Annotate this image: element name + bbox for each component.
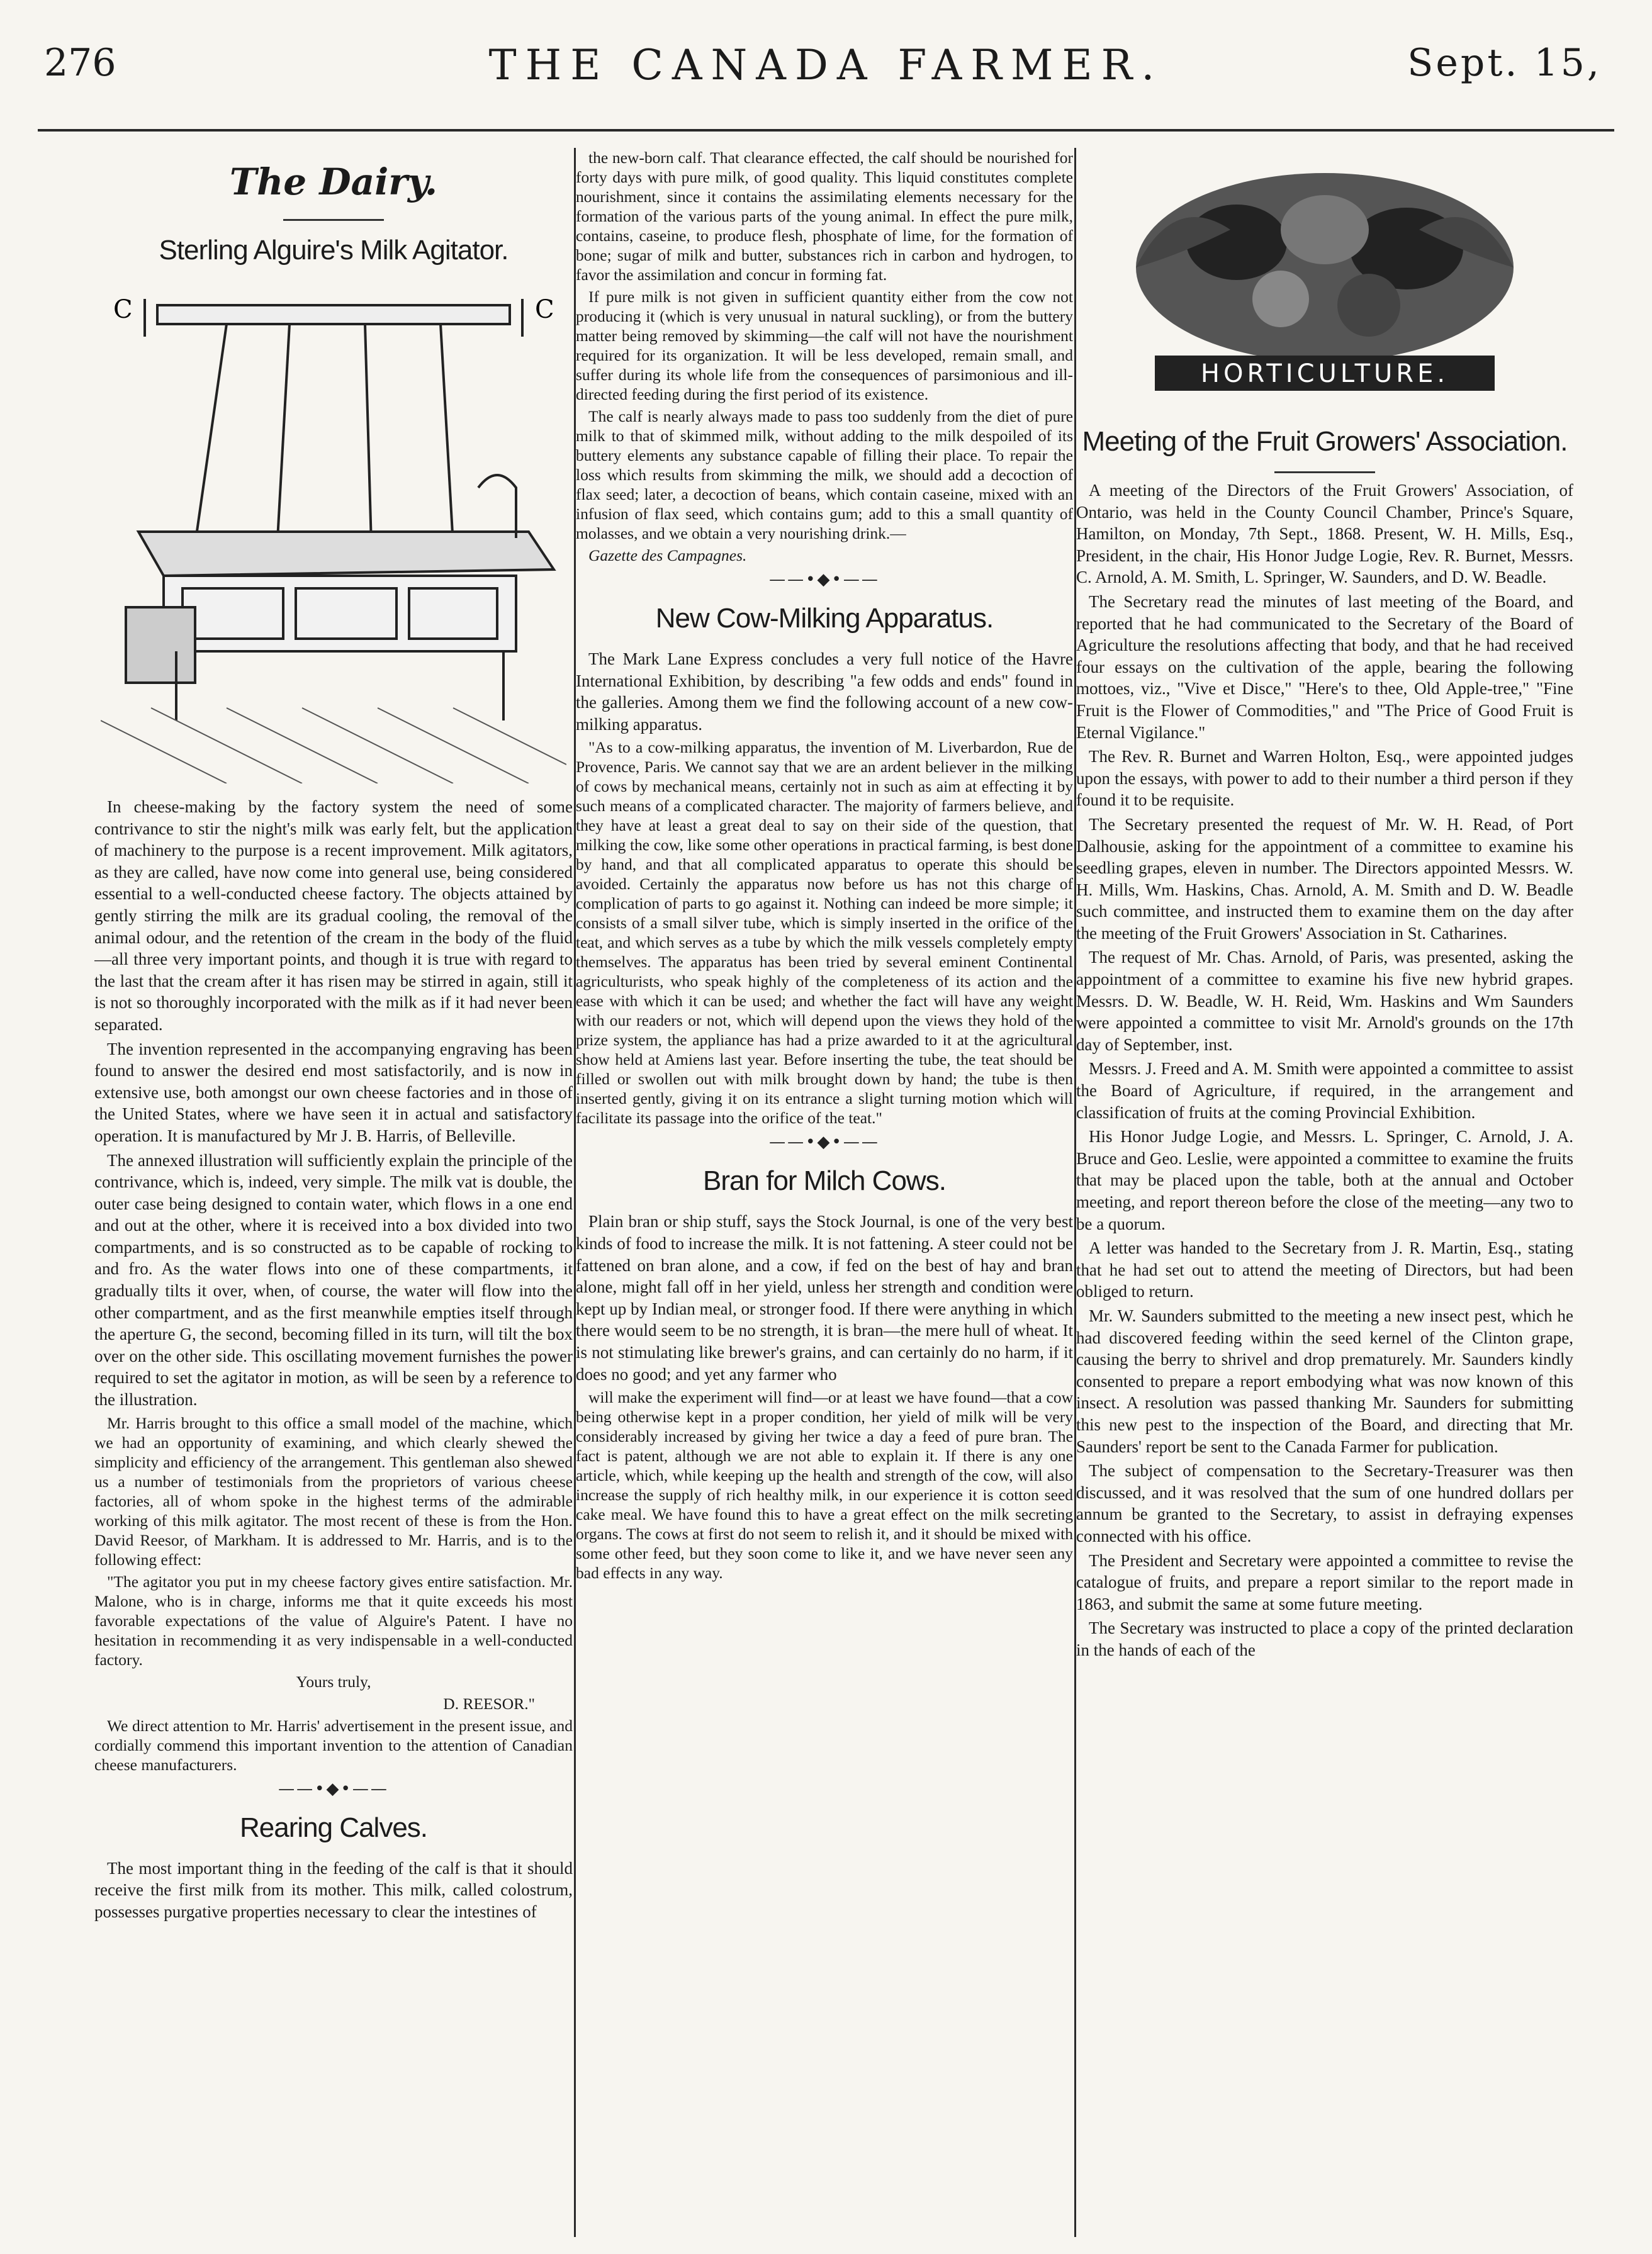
divider xyxy=(283,219,384,221)
paragraph: The Secretary presented the request of Mr. W. H. Read, of Port Dalhousie, asking for the appointment of a committee to examine his seedling grapes, eleven in number. The Directors appointed Messrs. W. H. Mills, Wm. Haskins, Chas. Arnold, A. M. Smith and D. W. Beadle such committee, and instructed them to examine them on the day after the meeting of the Fruit Growers' Association in St. Catharines. xyxy=(1076,814,1573,943)
paragraph: The calf is nearly always made to pass too suddenly from the diet of pure milk to that of skimmed milk, without adding to the milk despoiled of its buttery elements any substance capable of filling their place. To repair the loss which results from skimming the milk, we should add a decoction of flax seed; later, a decoction of beans, which contain caseine, mixed with an infusion of flax seed, which contains gum; add to this a small quantity of molasses, and we obtain a very nourishing drink.— xyxy=(576,407,1073,542)
column-1 xyxy=(94,148,573,2237)
ornament-divider: ——•◆•—— xyxy=(278,1779,389,1798)
paragraph: Plain bran or ship stuff, says the Stock Journal, is one of the very best kinds of food to increase the milk. It is not fattening. A steer could not be fattened on bran alone, and a cow, if fed on the best of hay and bran alone, might fall off in her yield, unless her strength and condition were kept up by Indian meal, or stronger food. If there were anything in which there would seem to be no strength, it is bran—the mere hull of wheat. It is not stimulating like brewer's grains, and can certainly do no harm, if it does no good; and yet any farmer who xyxy=(576,1212,1073,1384)
paragraph: The annexed illustration will sufficiently explain the principle of the contrivance, which is, indeed, very simple. The milk vat is double, the outer case being designed to contain water, which flows in a one end and out at the other, where it is received into a box divided into two compartments, and is so constructed as to be capable of rocking to and fro. As the water flows into one of these compartments, it gradually tilts it over, when, of course, the water will flow into the other compartment, and as the first meanwhile empties itself through the aperture G, the second, becoming filled in its turn, will tilt the box over on the other side. This oscillating movement furnishes the power required to set the agitator in motion, as will be seen by a reference to the illustration. xyxy=(94,1150,573,1410)
paragraph: Mr. W. Saunders submitted to the meeting a new insect pest, which he had discovered feeding within the seed kernel of the Clinton grape, causing the berry to shrivel and drop prematurely. Mr. Saunders kindly consented to prepare a report embodying what was now known of this insect. A resolution was passed thanking Mr. Saunders for submitting this new pest to the inspection of the Board, and directing that Mr. Saunders' report be sent to the Canada Farmer for publication. xyxy=(1076,1306,1573,1456)
paragraph: will make the experiment will find—or at least we have found—that a cow being otherwise kept in a proper condition, her yield of milk will be very considerably increased by giving her twice a day a feed of pure bran. The fact is patent, although we are not able to explain it. If there is any one article, which, while keeping up the health and strength of the cow, will also increase the supply of rich healthy milk, in our experience it is cotton seed cake meal. We have found this to have a great effect on the milk secreting organs. The cows at first do not seem to relish it, and it should be mixed with some other feed, but they soon come to like it, and we have never seen any bad effects in any way. xyxy=(576,1388,1073,1583)
dairy-department-heading: The Dairy. xyxy=(229,160,438,203)
publication-title: THE CANADA FARMER. xyxy=(488,41,1164,89)
paragraph: In cheese-making by the factory system the need of some contrivance to stir the night's milk was early felt, but the application of machinery to the purpose is a recent improvement. Milk agitators, as they are called, have now come into general use, being considered essential to a well-conducted cheese factory. The objects attained by gently stirring the milk are its gradual cooling, the removal of the animal odour, and the retention of the cream in the body of the fluid—all three very important points, and though it is true with regard to the last that the cream after it has risen may be stirred in again, still it is not so thoroughly incorporated with the milk as if it had never been separated. xyxy=(94,797,573,1034)
paragraph: The most important thing in the feeding of the calf is that it should receive the first milk from its mother. This milk, called colostrum, possesses purgative properties necessary to clear the intestines of xyxy=(94,1858,573,1921)
bran-milch-cows-title: Bran for Milch Cows. xyxy=(703,1165,946,1197)
paragraph: The Secretary read the minutes of last meeting of the Board, and reported that he had communicated to the Secretary of the Board of Agriculture the resolutions affecting that body, and that he had received four essays on the cultivation of the apple, bearing the following mottoes, viz., "Vive et Disce," "Here's to thee, Old Apple-tree," "Fine Fruit is the Flower of Commodities," and "The Price of Good Fruit is Eternal Vigilance." xyxy=(1076,592,1573,742)
paragraph: His Honor Judge Logie, and Messrs. L. Springer, C. Arnold, J. A. Bruce and Geo. Leslie, were appointed a committee to examine the fruits that may be placed upon the table, both at the annual and October meeting, and report thereon before the close of the meeting—any two to be a quorum. xyxy=(1076,1127,1573,1233)
page-number: 276 xyxy=(44,41,116,85)
rearing-calves-title: Rearing Calves. xyxy=(239,1812,428,1843)
fruit-growers-meeting-title: Meeting of the Fruit Growers' Association. xyxy=(1082,426,1568,457)
paragraph: The invention represented in the accompanying engraving has been found to answer the desired end most satisfactorily, and is now in extensive use, both amongst our own cheese factories and in those of the United States, where we have seen it in actual and satisfactory operation. It is manufactured by Mr J. B. Harris, of Belleville. xyxy=(94,1039,573,1145)
horticulture-banner-label: HORTICULTURE. xyxy=(1200,359,1449,388)
letter-signature: D. REESOR." xyxy=(443,1694,535,1713)
paragraph: "The agitator you put in my cheese factory gives entire satisfaction. Mr. Malone, who is in charge, informs me that it quite exceeds his most favorable expectations of the value of Alguire's Patent. I have no hesitation in recommending it as very indispensable in a well-conducted factory. xyxy=(94,1572,573,1669)
column-2 xyxy=(576,148,1073,2237)
paragraph: The Secretary was instructed to place a copy of the printed declaration in the hands of each of the xyxy=(1076,1618,1573,1659)
issue-date: Sept. 15, xyxy=(1407,41,1602,85)
paragraph: The Mark Lane Express concludes a very full notice of the Havre International Exhibition, by describing "a few odds and ends" found in the galleries. Among them we find the following account of a new cow-milking apparatus. xyxy=(576,649,1073,734)
paragraph: We direct attention to Mr. Harris' advertisement in the present issue, and cordially commend this important invention to the attention of Canadian cheese manufacturers. xyxy=(94,1716,573,1774)
cow-milking-title: New Cow-Milking Apparatus. xyxy=(655,603,994,634)
source-citation: Gazette des Campagnes. xyxy=(588,546,747,564)
letter-closing: Yours truly, xyxy=(296,1672,371,1691)
paragraph: If pure milk is not given in sufficient quantity either from the cow not producing it (which is very unusual in natural suckling), or from the buttery matter being removed by skimming—the calf will not have the nourishment required for its organization. It will be less developed, remain small, and suffer during its whole life from the consequences of parsimonious and ill-directed feeding during the first period of its existence. xyxy=(576,288,1073,403)
milk-agitator-engraving xyxy=(101,280,566,783)
divider xyxy=(1274,471,1375,473)
column-3 xyxy=(1076,148,1573,2237)
paragraph: The President and Secretary were appointed a committee to revise the catalogue of fruits, and prepare a report similar to the report made in 1863, and submit the same at some future meeting. xyxy=(1076,1550,1573,1613)
paragraph: "As to a cow-milking apparatus, the invention of M. Liverbardon, Rue de Provence, Paris. We cannot say that we are an ardent believer in the milking of cows by mechanical means, certainly not in such as aim at effecting it by such means of a complicated character. The majority of farmers believe, and they have at least a great deal to say on their side of the question, that milking the cow, like some other operations in practical farming, is best done by hand, and that all complicated apparatus to operate this should be avoided. Certainly the apparatus now before us has not this charge of complication of parts to go against it. Nothing can indeed be more simple; it consists of a small silver tube, which is simply inserted in the orifice of the teat, and which serves as a tube by which the milk vessels completely empty themselves. The apparatus has been tried by several eminent Continental agriculturists, who speak highly of the completeness of its action and the ease with which it can be used; and whether the fact will have any weight with our readers or not, which will depend upon the views they hold of the prize system, the appliance has had a prize awarded to it at the agricultural show held at Amiens last year. Before inserting the tube, the teat should be filled or swollen out with milk brought down by hand; the tube is then inserted gently, giving it on its entrance a slight turning motion which will facilitate its passage into the orifice of the teat." xyxy=(576,738,1073,1128)
ornament-divider: ——•◆•—— xyxy=(769,1133,880,1152)
paragraph: A meeting of the Directors of the Fruit Growers' Association, of Ontario, was held in the County Council Chamber, Prince's Square, Hamilton, on Monday, 7th Sept., 1868. Present, W. H. Mills, Esq., President, in the chair, His Honor Judge Logie, Rev. R. Burnet, Messrs. C. Arnold, A. M. Smith, L. Springer, W. Saunders, and D. W. Beadle. xyxy=(1076,481,1573,587)
paragraph: A letter was handed to the Secretary from J. R. Martin, Esq., stating that he had set out to attend the meeting of Directors, but had been obliged to return. xyxy=(1076,1238,1573,1301)
paragraph: The request of Mr. Chas. Arnold, of Paris, was presented, asking the appointment of a committee to examine his five new hybrid grapes. Messrs. D. W. Beadle, W. H. Reid, Wm. Haskins and Wm Saunders were appointed a committee to visit Mr. Arnold's grounds on the 17th day of September, inst. xyxy=(1076,948,1573,1054)
horticulture-banner xyxy=(1079,154,1570,412)
paragraph: the new-born calf. That clearance effected, the calf should be nourished for forty days with pure milk, of good quality. This liquid constitutes complete nourishment, since it contains the assimilating elements necessary for the formation of the various parts of the young animal. In effect the pure milk, contains, caseine, to produce flesh, phosphate of lime, for the formation of bone; sugar of milk and butter, substances rich in carbon and hydrogen, to favor the assimilation and concur in forming fat. xyxy=(576,149,1073,284)
paragraph: The Rev. R. Burnet and Warren Holton, Esq., were appointed judges upon the essays, with power to add to their number a third person if they found it to be requisite. xyxy=(1076,747,1573,810)
paragraph: Mr. Harris brought to this office a small model of the machine, which we had an opportunity of examining, and which clearly shewed the simplicity and efficiency of the arrangement. This gentleman also shewed us a number of testimonials from the proprietors of various cheese factories, all of whom spoke in the highest terms of the admirable working of this milk agitator. The most recent of these is from the Hon. David Reesor, of Markham. It is addressed to Mr. Harris, and is to the following effect: xyxy=(94,1413,573,1569)
label-c-right: C xyxy=(535,295,554,324)
milk-agitator-title: Sterling Alguire's Milk Agitator. xyxy=(159,235,509,266)
masthead xyxy=(38,35,1614,132)
ornament-divider: ——•◆•—— xyxy=(769,570,880,589)
label-c-left: C xyxy=(113,295,133,324)
paragraph: Messrs. J. Freed and A. M. Smith were appointed a committee to assist the Board of Agriculture, if required, in the arrangement and classification of fruits at the coming Provincial Exhibition. xyxy=(1076,1059,1573,1122)
paragraph: The subject of compensation to the Secretary-Treasurer was then discussed, and it was resolved that the sum of one hundred dollars per annum be granted to the Secretary, to assist in defraying expenses connected with his office. xyxy=(1076,1461,1573,1545)
